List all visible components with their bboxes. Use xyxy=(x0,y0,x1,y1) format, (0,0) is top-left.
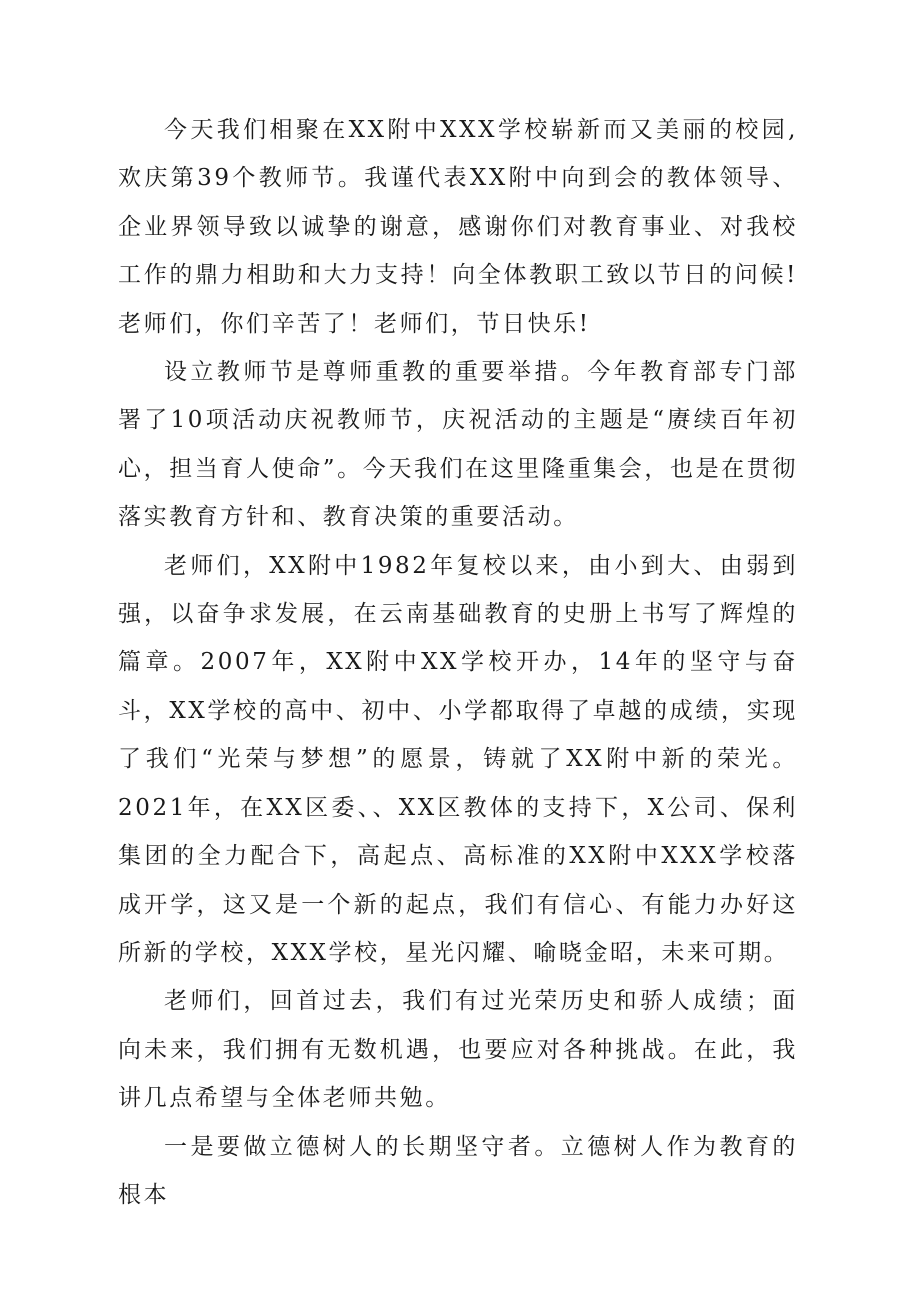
paragraph-2: 设立教师节是尊师重教的重要举措。今年教育部专门部署了10项活动庆祝教师节，庆祝活动的主题是“赓续百年初心，担当育人使命”。今天我们在这里隆重集会，也是在贯彻落实教育方针和、教育决策的重要活动。 xyxy=(118,359,798,531)
paragraph-3: 老师们，XX附中1982年复校以来，由小到大、由弱到强，以奋争求发展，在云南基础教育的史册上书写了辉煌的篇章。2007年，XX附中XX学校开办，14年的坚守与奋斗，XX学校的高中、初中、小学都取得了卓越的成绩，实现了我们“光荣与梦想”的愿景，铸就了XX附中新的荣光。2021年，在XX区委、、XX区教体的支持下，X公司、保利集团的全力配合下，高起点、高标准的XX附中XXX学校落成开学，这又是一个新的起点，我们有信心、有能力办好这所新的学校，XXX学校，星光闪耀、喻晓金昭，未来可期。 xyxy=(118,552,798,966)
document-body xyxy=(118,106,798,1219)
paragraph-1: 今天我们相聚在XX附中XXX学校崭新而又美丽的校园,欢庆第39个教师节。我谨代表XX附中向到会的教体领导、企业界领导致以诚挚的谢意，感谢你们对教育事业、对我校工作的鼎力相助和大力支持！向全体教职工致以节日的问候!老师们，你们辛苦了！老师们，节日快乐! xyxy=(118,117,798,337)
paragraph-5: 一是要做立德树人的长期坚守者。立德树人作为教育的根本 xyxy=(118,1133,798,1208)
paragraph-4: 老师们，回首过去，我们有过光荣历史和骄人成绩；面向未来，我们拥有无数机遇，也要应对各种挑战。在此，我讲几点希望与全体老师共勉。 xyxy=(118,988,798,1112)
